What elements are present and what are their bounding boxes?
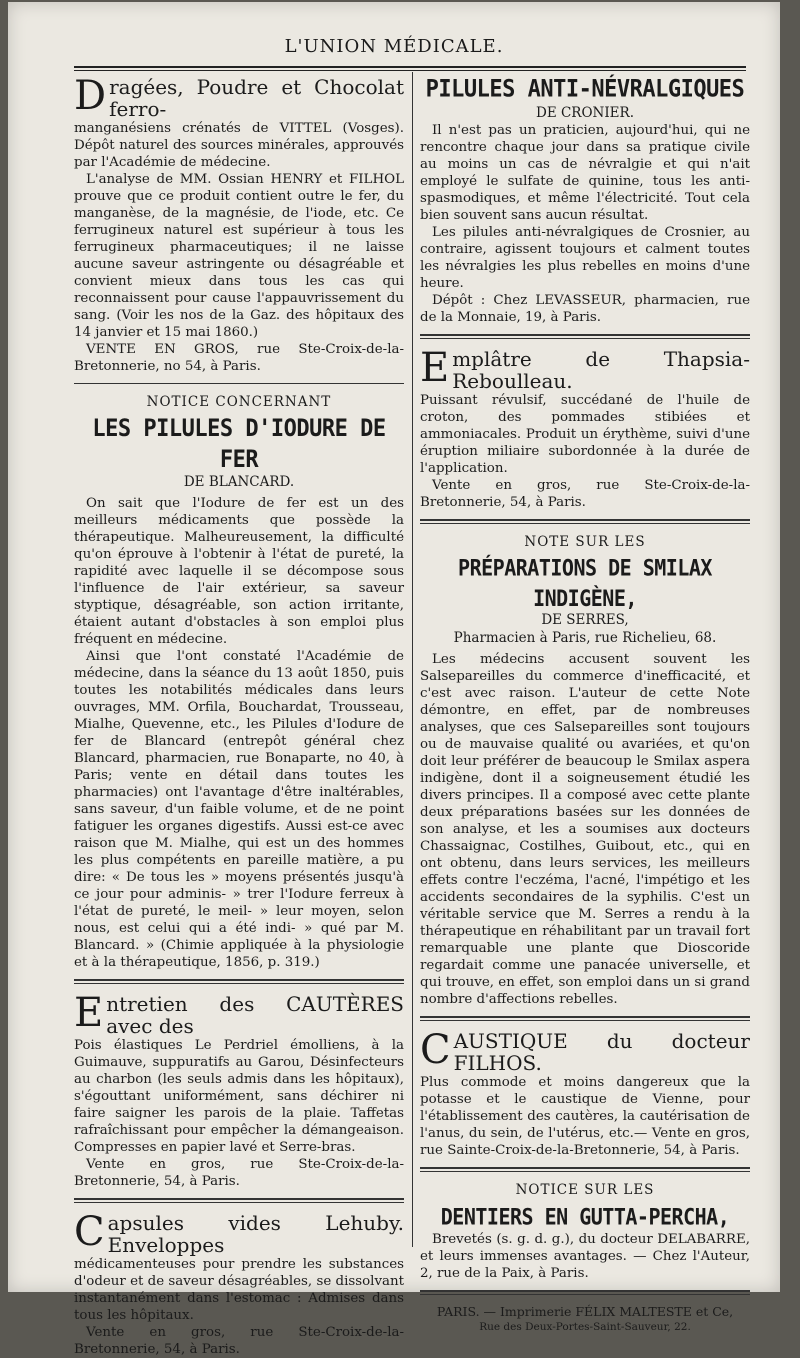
ad-depot: Dépôt : Chez LEVASSEUR, pharmacien, rue de la Monnaie, 19, à Paris. [420, 293, 750, 325]
ad-headline: ntretien des CAUTÈRES avec des [106, 992, 404, 1038]
ad-body: manganésiens crénatés de VITTEL (Vosges). Dépôt naturel des sources minérales, approuvés par l'Académie de médecine. [74, 121, 404, 170]
ad-dragees [74, 73, 404, 375]
drop-cap: D [74, 73, 107, 119]
rule [74, 1198, 404, 1203]
ad-body: Pois élastiques Le Perdriel émolliens, à la Guimauve, suppuratifs au Garou, Désinfecteurs au charbon (les seuls admis dans les hôpitaux), s'égouttant uniformément, sans déchirer ni faire saigner les parois de la plaie. Taffetas rafraîchissant pour empêcher la démangeaison. Compresses en papier lavé et Serre-bras. [74, 1038, 404, 1155]
ad-paragraph: Les pilules anti-névralgiques de Crosnier, au contraire, agissent toujours et calment toutes les névralgies les plus rebelles en moins d'une heure. [420, 225, 750, 291]
newspaper-page [8, 2, 780, 1357]
ad-headline: mplâtre de Thapsia-Reboulleau. [452, 347, 750, 393]
notice-paragraph: On sait que l'Iodure de fer est un des meilleurs médicaments que possède la thérapeutique. Malheureusement, la difficulté qu'on éprouve à l'obtenir à l'état de pureté, la rapidité avec laquelle il se décompose sous l'influence de l'air extérieur, sa saveur styptique, désagréable, son action irritante, étaient autant d'obstacles à son emploi plus fréquent en médecine. [74, 496, 404, 647]
ad-author: DE CRONIER. [536, 105, 634, 121]
ad-cauteres [74, 990, 404, 1190]
note-smilax [420, 533, 750, 1008]
notice-label: NOTICE SUR LES [515, 1182, 655, 1198]
drop-cap: E [74, 990, 104, 1036]
ad-body: médicamenteuses pour prendre les substances d'odeur et de saveur désagréables, se dissolvant instantanément dans l'estomac : Admises dans tous les hôpitaux. [74, 1257, 404, 1323]
ad-title: PILULES ANTI-NÉVRALGIQUES [425, 75, 745, 104]
rule [74, 383, 404, 384]
note-title: PRÉPARATIONS DE SMILAX INDIGÈNE, [458, 554, 712, 612]
ad-body: Puissant révulsif, succédané de l'huile de croton, des pommades stibiées et ammoniacales. Produit un érythème, suivi d'une éruption miliaire subordonnée à la durée de l'application. [420, 393, 750, 476]
right-column [420, 76, 750, 1334]
ad-headline: AUSTIQUE du docteur FILHOS. [453, 1029, 750, 1075]
ad-paragraph: L'analyse de MM. Ossian HENRY et FILHOL prouve que ce produit contient outre le fer, du manganèse, de la magnésie, de l'iode, etc. Ce ferrugineux naturel est supérieur à tous les ferrugineux pharmaceutiques; il ne laisse aucune saveur astringente ou désagréable et convient mieux dans tous les cas qui reconnaissent pour cause l'appauvrissement du sang. (Voir les nos de la Gaz. des hôpitaux des 14 janvier et 15 mai 1860.) [74, 172, 404, 340]
note-paragraph: Les médecins accusent souvent les Salsepareilles du commerce d'inefficacité, et c'est avec raison. L'auteur de cette Note démontre, en effet, par de nombreuses analyses, que ces Salsepareilles sont toujours ou de mauvaise qualité ou avariées, et qu'on doit leur préférer de beaucoup le Smilax aspera indigène, dont il a soigneusement étudié les divers principes. Il a composé avec cette plante deux préparations basées sur les données de son analyse, et les a soumises aux docteurs Chassaignac, Costilhes, Guibout, etc., qui en ont obtenu, dans leurs services, les meilleurs effets contre l'eczéma, l'acné, l'impétigo et les accidents secondaires de la syphilis. C'est un véritable service que M. Serres a rendu à la thérapeutique en réhabilitant par un travail fort remarquable une plante que Dioscoride regardait comme une panacée universelle, et qui trouve, en effet, son emploi dans un si grand nombre d'affections rebelles. [420, 652, 750, 1007]
header-rule [74, 66, 746, 71]
notice-title: DENTIERS EN GUTTA-PERCHA, [440, 1203, 730, 1231]
notice-dentiers [420, 1181, 750, 1282]
imprint [420, 1304, 750, 1334]
ad-capsules [74, 1209, 404, 1358]
ad-sales: Vente en gros, rue Ste-Croix-de-la-Bretonnerie, 54, à Paris. [74, 1157, 404, 1189]
drop-cap: C [420, 1027, 451, 1073]
notice-paragraph: Ainsi que l'ont constaté l'Académie de médecine, dans la séance du 13 août 1850, puis toutes les notabilités médicales dans leurs ouvrages, MM. Orfila, Bouchardat, Trousseau, Mialhe, Quevenne, etc., les Pilules d'Iodure de fer de Blancard (entrepôt général chez Blancard, pharmacien, rue Bonaparte, no 40, à Paris; vente en détail dans toutes les pharmacies) ont l'avantage d'être inaltérables, sans saveur, d'un faible volume, et de ne point fatiguer les organes digestifs. Aussi est-ce avec raison que M. Mialhe, qui est un des hommes les plus compétents en pareille matière, a pu dire: « De tous les » moyens présentés jusqu'à ce jour pour adminis- » trer l'Iodure ferreux à l'état de pureté, le meil- » leur moyen, selon nous, est celui qui a été indi- » qué par M. Blancard. » (Chimie appliquée à la physiologie et à la thérapeutique, 1856, p. 319.) [74, 649, 404, 970]
page-header: L'UNION MÉDICALE. [284, 36, 504, 57]
notice-pilules-iodure [74, 393, 404, 971]
notice-paragraph: Brevetés (s. g. d. g.), du docteur DELABARRE, et leurs immenses avantages. — Chez l'Auteur, 2, rue de la Paix, à Paris. [420, 1232, 750, 1281]
note-label: NOTE SUR LES [524, 534, 646, 550]
note-address: Pharmacien à Paris, rue Richelieu, 68. [453, 630, 717, 646]
notice-author: DE BLANCARD. [183, 474, 295, 490]
drop-cap: E [420, 345, 450, 391]
rule [420, 1016, 750, 1021]
imprint-address: Rue des Deux-Portes-Saint-Sauveur, 22. [479, 1321, 691, 1333]
rule [420, 334, 750, 339]
ad-sales: Vente en gros, rue Ste-Croix-de-la-Bretonnerie, 54, à Paris. [420, 478, 750, 510]
rule [74, 979, 404, 984]
rule [420, 1290, 750, 1295]
ad-sales: VENTE EN GROS, rue Ste-Croix-de-la-Bretonnerie, no 54, à Paris. [74, 342, 404, 374]
ad-emplatre [420, 345, 750, 511]
ad-headline: ragées, Poudre et Chocolat ferro- [109, 75, 404, 121]
ad-caustique [420, 1027, 750, 1159]
ad-sales: Vente en gros, rue Ste-Croix-de-la-Bretonnerie, 54, à Paris. [74, 1325, 404, 1357]
column-divider [412, 72, 413, 1247]
rule [420, 1167, 750, 1172]
imprint-line: PARIS. — Imprimerie FÉLIX MALTESTE et Ce, [436, 1304, 734, 1319]
note-author: DE SERRES, [541, 612, 629, 628]
rule [420, 519, 750, 524]
ad-headline: apsules vides Lehuby. Enveloppes [107, 1211, 404, 1257]
left-column [74, 73, 404, 1358]
ad-body: Plus commode et moins dangereux que la potasse et le caustique de Vienne, pour l'établissement des cautères, la cautérisation de l'anus, du sein, de l'utérus, etc.— Vente en gros, rue Sainte-Croix-de-la-Bretonnerie, 54, à Paris. [420, 1075, 750, 1158]
notice-title: LES PILULES D'IODURE DE FER [92, 415, 386, 474]
ad-paragraph: Il n'est pas un praticien, aujourd'hui, qui ne rencontre chaque jour dans sa pratique civile au moins un cas de névralgie et qui n'ait employé le sulfate de quinine, tous les anti-spasmodiques, et même l'électricité. Tout cela bien souvent sans aucun résultat. [420, 123, 750, 223]
notice-label: NOTICE CONCERNANT [146, 394, 332, 410]
ad-pilules-anti-nevralgiques [420, 76, 750, 326]
drop-cap: C [74, 1209, 105, 1255]
